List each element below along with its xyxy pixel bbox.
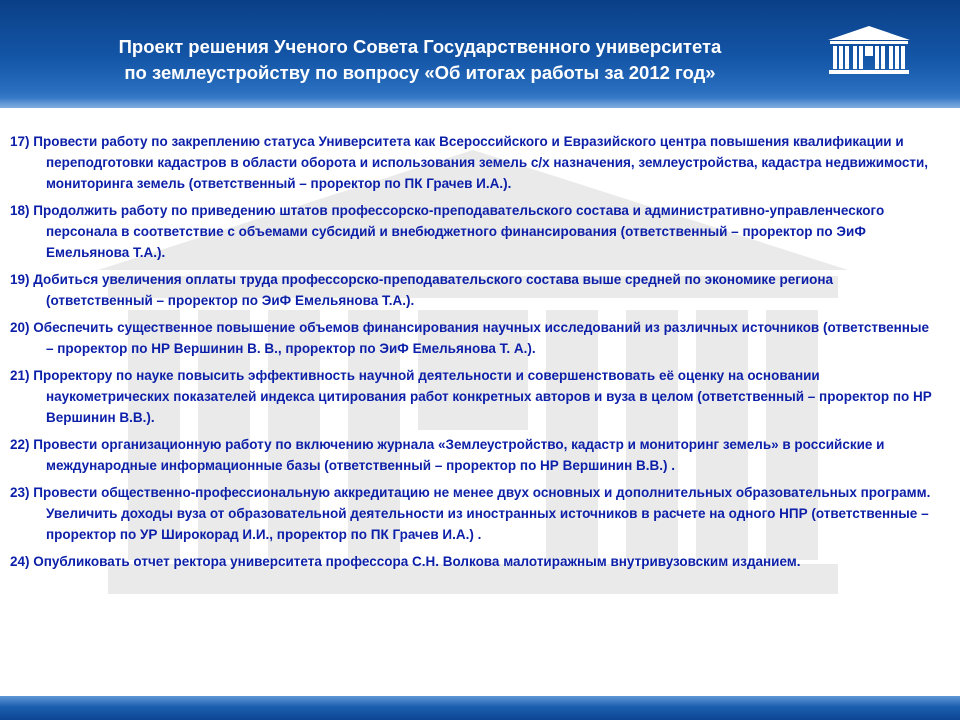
resolution-items [10, 131, 940, 578]
title-line-2: по землеустройству по вопросу «Об итогах работы за 2012 год» [124, 62, 716, 83]
slide-title [30, 34, 810, 86]
resolution-item-19: 19) Добиться увеличения оплаты труда профессорско-преподавательского состава выше средней по экономике региона (ответственный – проректор по ЭиФ Емельянова Т.А.). [10, 272, 834, 308]
resolution-item-20: 20) Обеспечить существенное повышение объемов финансирования научных исследований из различных источников (ответственные – проректор по НР Вершинин В. В., проректор по ЭиФ Емельянова Т. А.). [10, 320, 929, 356]
resolution-item-18: 18) Продолжить работу по приведению штатов профессорско-преподавательского состава и административно-управленческого персонала в соответствие с объемами субсидий и внебюджетного финансирования (ответственный – проректор по ЭиФ Емельянова Т.А.). [10, 203, 885, 260]
resolution-item-17: 17) Провести работу по закреплению статуса Университета как Всероссийского и Евразийского центра повышения квалификации и переподготовки кадастров в области оборота и использования земель с/х назначения, землеустройства, кадастра недвижимости, мониторинга земель (ответственный – проректор по ПК Грачев И.А.). [10, 134, 929, 191]
resolution-item-21: 21) Проректору по науке повысить эффективность научной деятельности и совершенствовать её оценку на основании наукометрических показателей индекса цитирования работ конкретных авторов и вуза в целом (ответственный – проректор по НР Вершинин В.В.). [10, 368, 932, 425]
slide-footer-bar [0, 696, 960, 720]
resolution-item-24: 24) Опубликовать отчет ректора университета профессора С.Н. Волкова малотиражным внутривузовским изданием. [10, 554, 801, 569]
resolution-item-22: 22) Провести организационную работу по включению журнала «Землеустройство, кадастр и мониторинг земель» в российские и международные информационные базы (ответственный – проректор по НР Вершинин В.В.) . [10, 437, 885, 473]
resolution-item-23: 23) Провести общественно-профессиональную аккредитацию не менее двух основных и дополнительных образовательных программ. Увеличить доходы вуза от образовательной деятельности из иностранных источников в расчете на одного НПР (ответственные – проректор по УР Широкорад И.И., проректор по ПК Грачев И.А.) . [10, 485, 931, 542]
title-line-1: Проект решения Ученого Совета Государственного университета [118, 36, 722, 57]
slide-header [0, 0, 960, 108]
university-building-icon [826, 24, 912, 76]
